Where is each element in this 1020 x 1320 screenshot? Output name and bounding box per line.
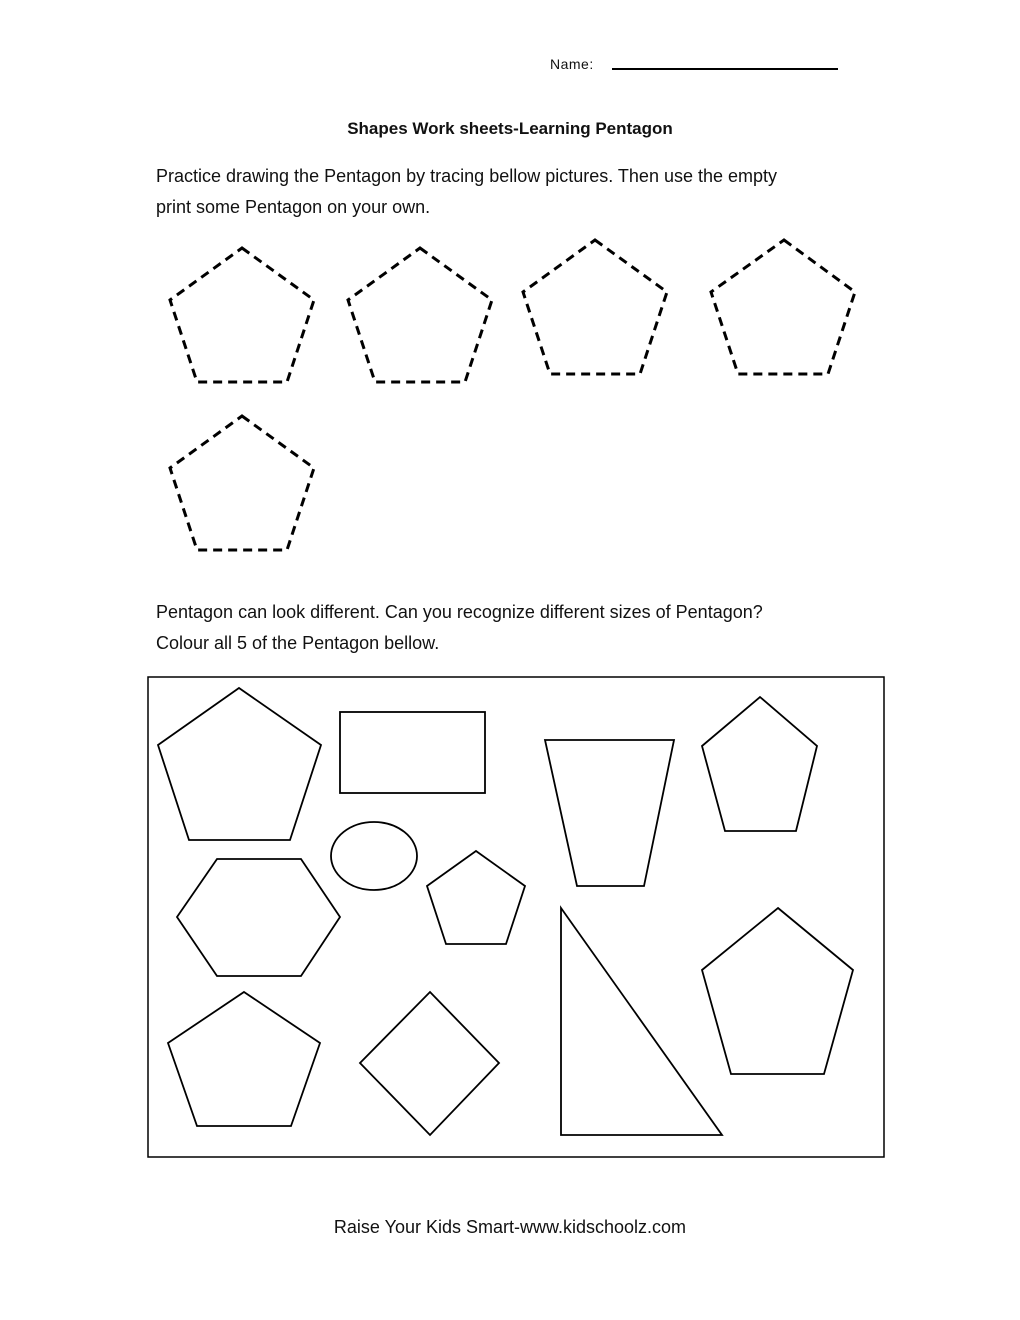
trace-pentagon-1[interactable] [170,248,314,382]
oval-shape[interactable] [331,822,417,890]
name-label: Name: [550,56,594,72]
name-field-row [550,56,850,76]
trapezoid-shape[interactable] [545,740,674,886]
colouring-box [148,677,884,1157]
pentagon-bottom-left[interactable] [168,992,320,1126]
trace-pentagon-4[interactable] [711,240,855,374]
trace-pentagon-3[interactable] [523,240,667,374]
pentagon-small-center[interactable] [427,851,525,944]
pentagon-large-right[interactable] [702,908,853,1074]
trace-pentagon-5[interactable] [170,416,314,550]
footer-text: Raise Your Kids Smart-www.kidschoolz.com [333,1217,687,1237]
trace-pentagon-2[interactable] [348,248,492,382]
trace-instructions [156,161,876,223]
trace-instructions-line-1: Practice drawing the Pentagon by tracing bellow pictures. Then use the empty [156,166,778,186]
hexagon-shape[interactable] [177,859,340,976]
worksheet-title: Shapes Work sheets-Learning Pentagon [347,119,673,138]
rectangle-shape[interactable] [340,712,485,793]
pentagon-top-right[interactable] [702,697,817,831]
name-write-line[interactable] [612,68,838,70]
colour-instructions-line-1: Pentagon can look different. Can you recognize different sizes of Pentagon? [156,602,763,622]
pentagon-large-top-left[interactable] [158,688,321,840]
trace-instructions-line-2: print some Pentagon on your own. [156,197,431,217]
triangle-shape[interactable] [561,908,722,1135]
colouring-shapes [158,688,853,1135]
colour-instructions-line-2: Colour all 5 of the Pentagon bellow. [156,633,440,653]
tracing-pentagons [170,240,855,550]
diamond-shape[interactable] [360,992,499,1135]
colour-instructions [156,597,876,659]
